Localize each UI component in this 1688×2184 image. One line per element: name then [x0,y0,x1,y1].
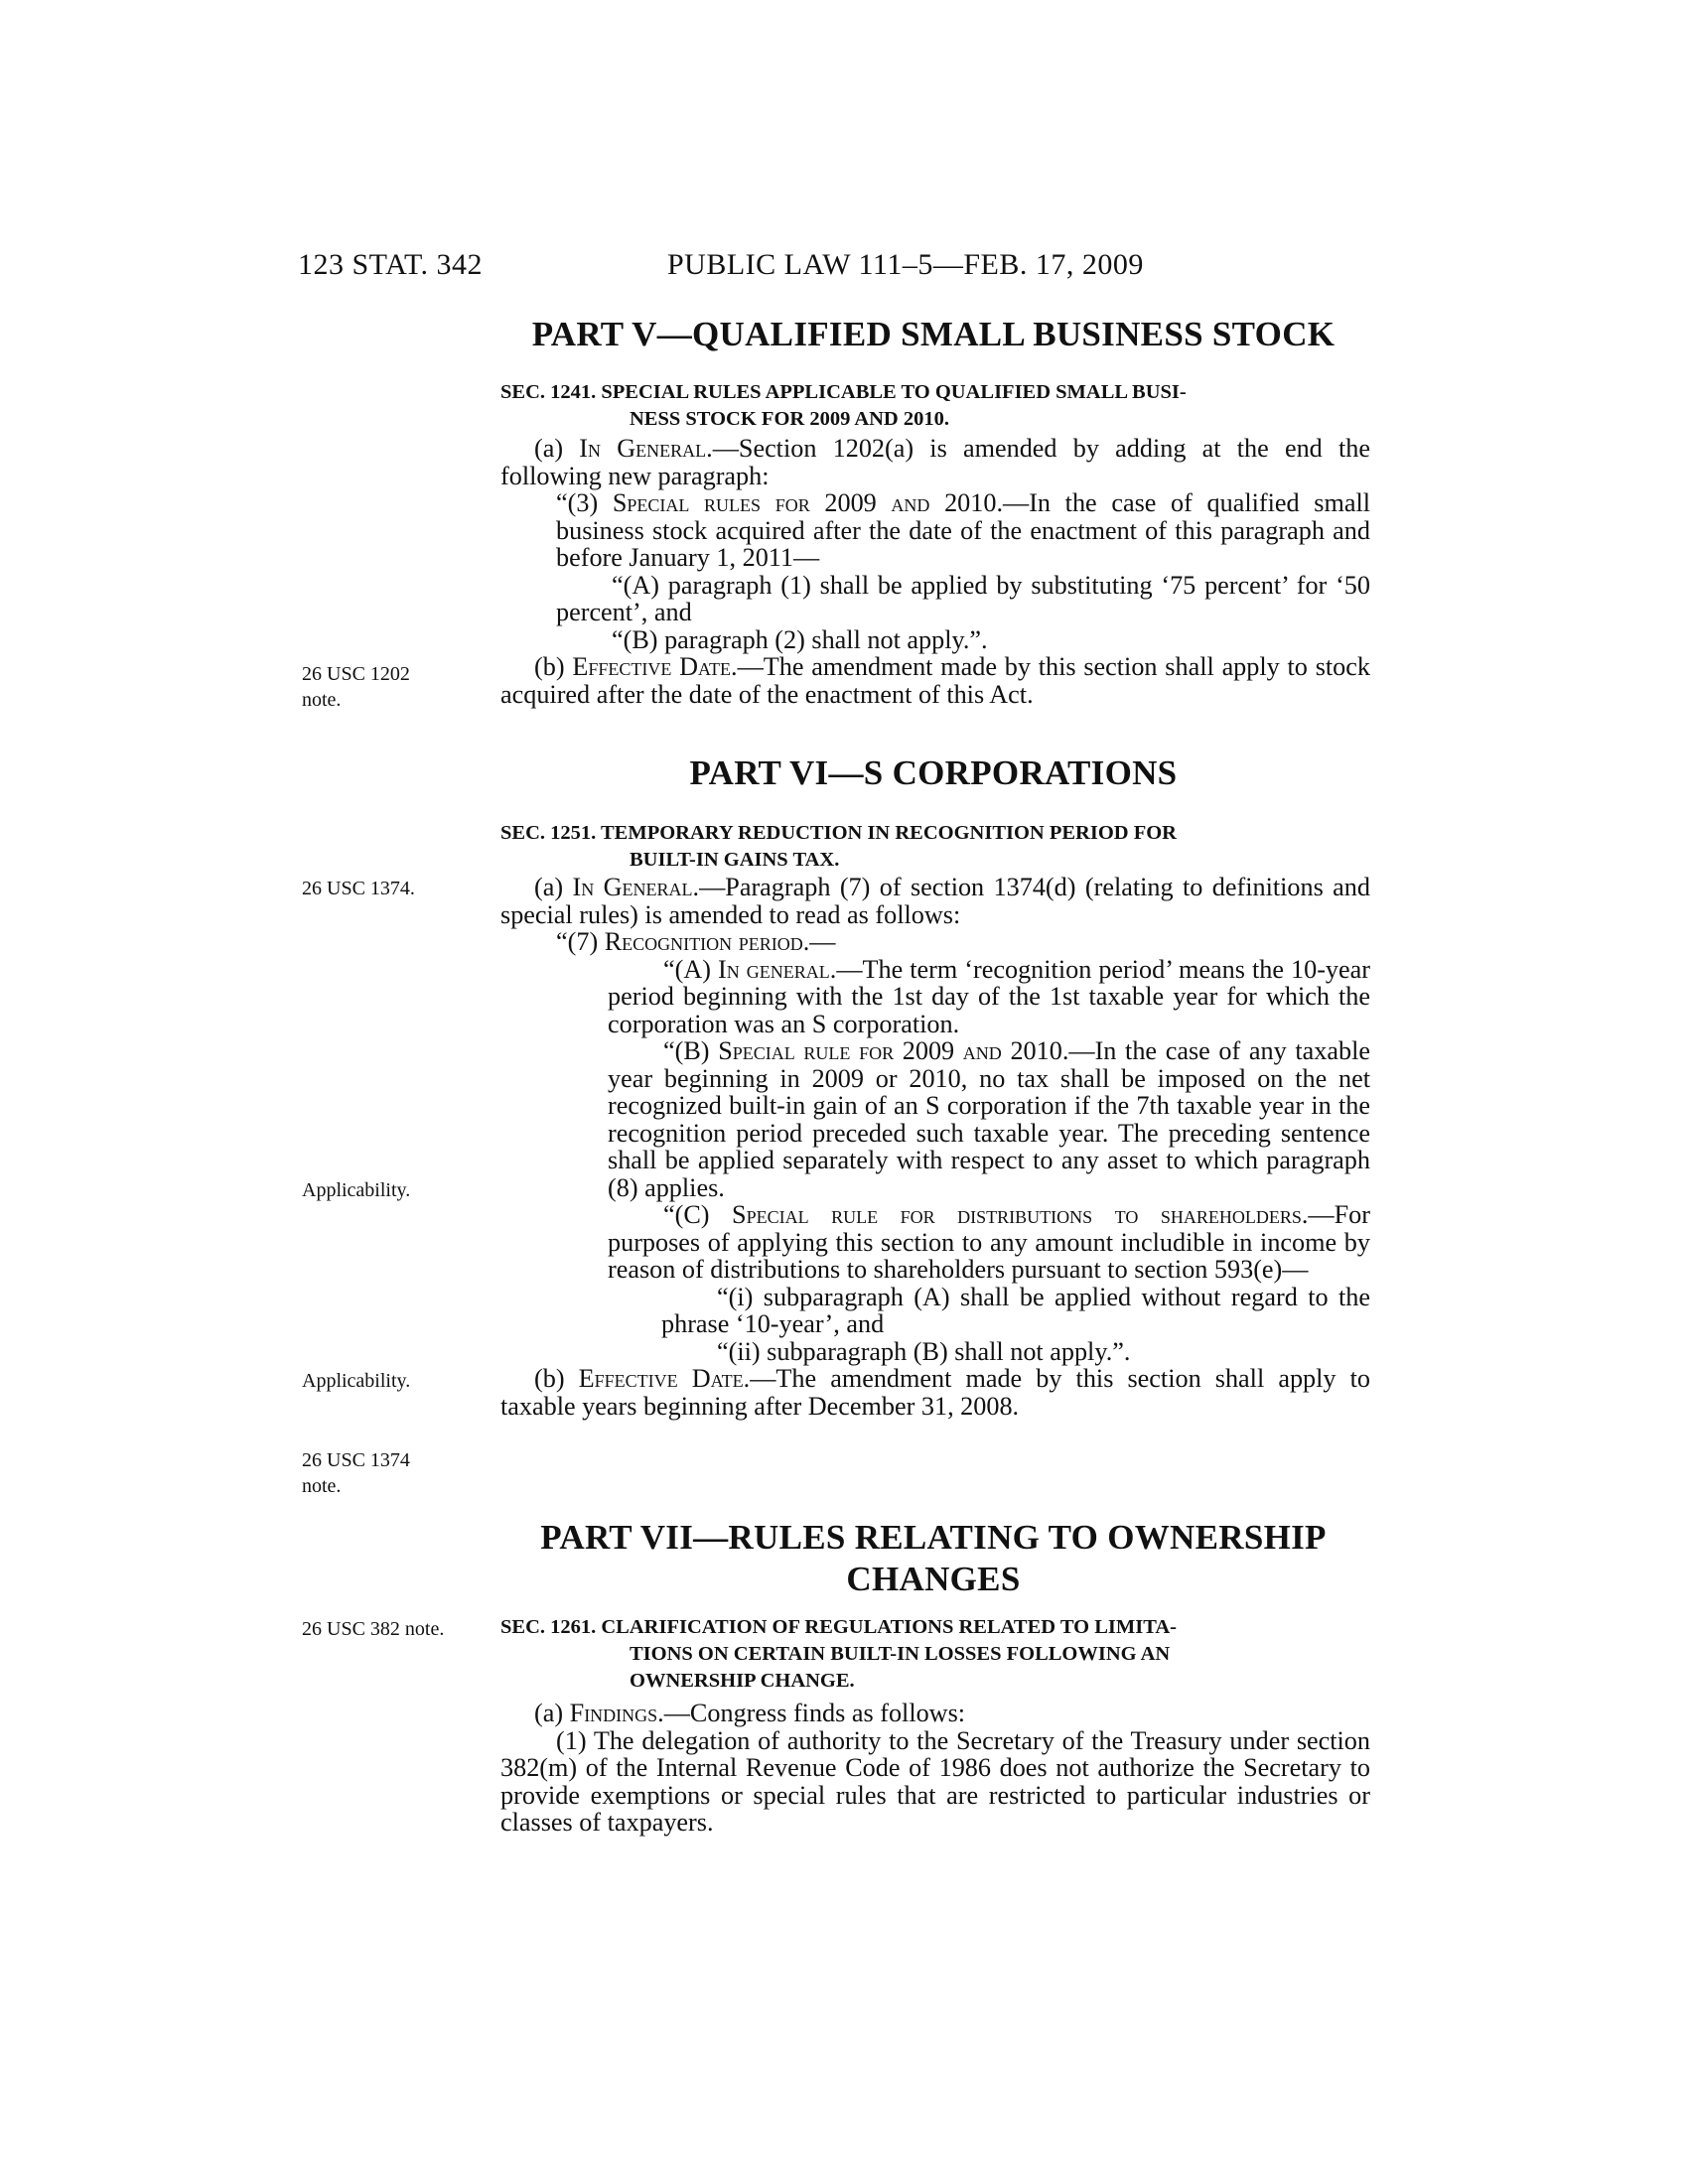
paragraph-text: —Congress finds as follows: [663,1699,966,1727]
margin-note: 26 USC 1374. [302,878,415,899]
paragraph-label: “(7) [556,927,605,956]
clause-i: “(i) subparagraph (A) shall be applied without regard to the phrase ‘10-year’, and [661,1282,1370,1338]
paragraph-caption: Recognition period. [604,927,810,956]
paragraph-caption: Effective Date. [578,1364,751,1393]
sec-1251-heading [500,820,1370,874]
sec-heading-line: BUILT-IN GAINS TAX. [630,849,840,871]
sec-1261-heading [500,1614,1370,1695]
paragraph-caption: Special rule for 2009 and 2010. [718,1036,1069,1065]
paragraph-caption: In general. [718,954,837,984]
subparagraph-b [500,1037,1370,1201]
paragraph-a [500,874,1370,928]
paragraph-a [500,1700,1370,1727]
paragraph-caption: In General. [579,434,713,463]
paragraph-label: “(3) [556,488,613,517]
paragraph-label: (a) [534,1699,570,1727]
paragraph-caption: In General. [572,873,700,901]
paragraph-b [500,653,1370,708]
paragraph-text: —The amendment made by this section shall apply to stock acquired after the date of the enactment of this Act. [500,652,1370,709]
sec-heading-line: NESS STOCK FOR 2009 AND 2010. [630,408,949,430]
paragraph-text: —Section 1202(a) is amended by adding at the end the following new paragraph: [500,434,1370,490]
paragraph-text: —In the case of any taxable year beginning in 2009 or 2010, no tax shall be imposed on the net recognized built-in gain of an S corporation if the 7th taxable year in the recognition period preceded such taxable year. The preceding sentence shall be applied separately with respect to any asset to which paragraph (8) applies. [608,1036,1370,1202]
paragraph-label: “(C) [663,1200,733,1229]
paragraph-b [500,1365,1370,1420]
subparagraph-b: “(B) paragraph (2) shall not apply.”. [612,624,988,654]
sec-heading-line: OWNERSHIP CHANGE. [630,1670,855,1692]
sec-heading-line: SEC. 1251. TEMPORARY REDUCTION IN RECOGNITION PERIOD FOR [500,822,1177,844]
sec-1251-body [500,874,1370,1420]
margin-note: 26 USC 382 note. [302,1618,445,1640]
paragraph-caption: Special rule for distributions to shareholders. [732,1200,1309,1229]
paragraph-a [500,435,1370,489]
paragraph-7 [500,928,1370,956]
margin-note: Applicability. [302,1179,411,1201]
margin-note [302,1447,471,1499]
margin-note-line: 26 USC 1374 [302,1449,410,1471]
clause-ii: “(ii) subparagraph (B) shall not apply.”. [717,1336,1131,1366]
paragraph-label: “(A) [663,954,719,984]
sec-1261-body [500,1700,1370,1837]
paragraph-label: (a) [534,434,580,463]
paragraph-text: —The term ‘recognition period’ means the 10-year period beginning with the 1st day of the 1st taxable year for which the corporation was an S corporation. [608,954,1370,1038]
sec-heading-line: TIONS ON CERTAIN BUILT-IN LOSSES FOLLOWING AN [630,1643,1171,1665]
paragraph-text: — [809,927,836,956]
margin-note [302,661,471,713]
margin-note-line: 26 USC 1202 [302,663,410,685]
paragraph-caption: Findings. [569,1699,664,1727]
subparagraph-a: “(A) paragraph (1) shall be applied by substituting ‘75 percent’ for ‘50 percent’, and [556,570,1370,626]
paragraph-3 [500,489,1370,572]
paragraph-1: (1) The delegation of authority to the Secretary of the Treasury under section 382(m) of the Internal Revenue Code of 1986 does not authorize the Secretary to provide exemptions or special rules that are restricted to particular industries or classes of taxpayers. [500,1725,1370,1837]
paragraph-label: (b) [534,1364,579,1393]
margin-note: Applicability. [302,1370,411,1392]
paragraph-caption: Effective Date. [572,652,738,681]
paragraph-text: —Paragraph (7) of section 1374(d) (relating to definitions and special rules) is amended to read as follows: [500,873,1370,929]
public-law-header: PUBLIC LAW 111–5—FEB. 17, 2009 [667,248,1144,281]
margin-note-line: note. [302,689,342,711]
paragraph-caption: Special rules for 2009 and 2010. [612,488,1004,517]
part-vii-title [496,1517,1370,1600]
paragraph-text: —The amendment made by this section shall apply to taxable years beginning after December 31, 2008. [500,1364,1370,1421]
subparagraph-a [500,956,1370,1038]
part-title-line: CHANGES [846,1560,1021,1598]
sec-heading-line: SEC. 1261. CLARIFICATION OF REGULATIONS RELATED TO LIMITA- [500,1616,1177,1638]
part-vi-title: PART VI—S CORPORATIONS [689,753,1178,792]
statute-page-number: 123 STAT. 342 [298,248,484,281]
margin-note-line: note. [302,1475,342,1497]
paragraph-label: (a) [534,873,573,901]
part-v-title: PART V—QUALIFIED SMALL BUSINESS STOCK [531,315,1336,353]
subparagraph-c [500,1201,1370,1284]
sec-1241-heading [500,379,1370,433]
paragraph-label: “(B) [663,1036,719,1065]
paragraph-label: (b) [534,652,573,681]
paragraph-text: —For purposes of applying this section to any amount includible in income by reason of distributions to shareholders pursuant to section 593(e)— [608,1200,1370,1284]
sec-1241-body [500,435,1370,708]
sec-heading-line: SEC. 1241. SPECIAL RULES APPLICABLE TO QUALIFIED SMALL BUSI- [500,381,1187,403]
paragraph-text: —In the case of qualified small business stock acquired after the date of the enactment of this paragraph and before January 1, 2011— [556,488,1370,572]
part-title-line: PART VII—RULES RELATING TO OWNERSHIP [540,1518,1327,1557]
